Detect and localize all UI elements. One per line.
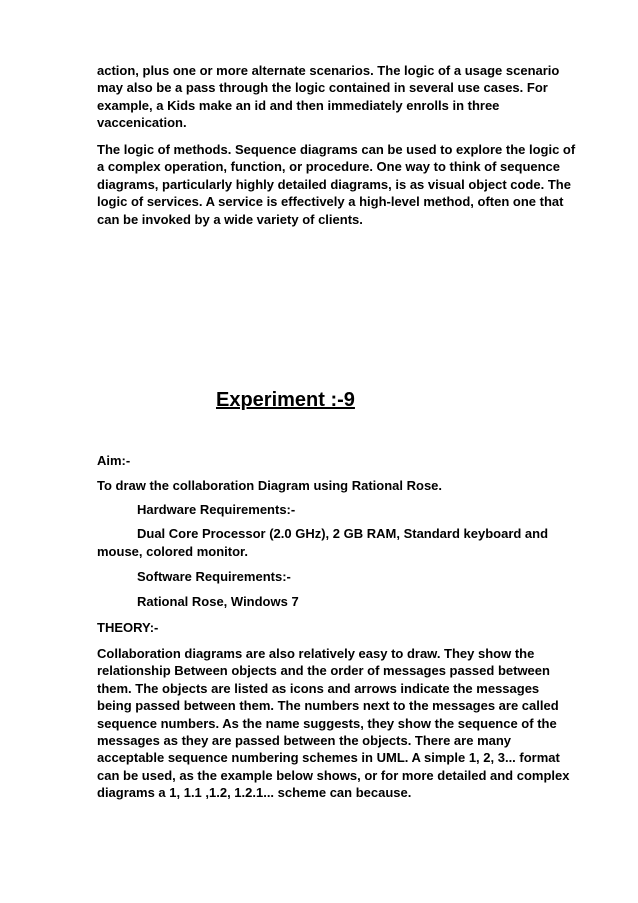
theory-paragraph: Collaboration diagrams are also relatively easy to draw. They show the relationship Between objects and the order of messages passed between them. The objects are listed as icons and arrows indicate the messages being passed between them. The numbers next to the messages are called sequence numbers. As the name suggests, they show the sequence of the messages as they are passed between the objects. There are many acceptable sequence numbering schemes in UML. A simple 1, 2, 3... format can be used, as the example below shows, or for more detailed and complex diagrams a 1, 1.1 ,1.2, 1.2.1... scheme can because. (97, 646, 570, 801)
aim-label: Aim:- (97, 453, 131, 468)
experiment-title: Experiment :-9 (216, 389, 355, 411)
intro-paragraph: action, plus one or more alternate scenarios. The logic of a usage scenario may also be a pass through the logic contained in several use cases. For example, a Kids make an id and then immediately enrolls in three vaccenication. (97, 63, 560, 131)
theory-label: THEORY:- (97, 620, 159, 635)
sequence-logic-paragraph: The logic of methods. Sequence diagrams can be used to explore the logic of a complex operation, function, or procedure. One way to think of sequence diagrams, particularly highly detailed diagrams, is as visual object code. The logic of services. A service is effectively a high-level method, often one that can be invoked by a wide variety of clients. (97, 142, 576, 227)
hardware-text-continued: mouse, colored monitor. (97, 544, 248, 559)
hardware-label: Hardware Requirements:- (137, 502, 296, 517)
aim-text: To draw the collaboration Diagram using Rational Rose. (97, 478, 443, 493)
software-text: Rational Rose, Windows 7 (137, 594, 299, 609)
software-label: Software Requirements:- (137, 569, 291, 584)
hardware-text: Dual Core Processor (2.0 GHz), 2 GB RAM, Standard keyboard and (137, 526, 549, 541)
